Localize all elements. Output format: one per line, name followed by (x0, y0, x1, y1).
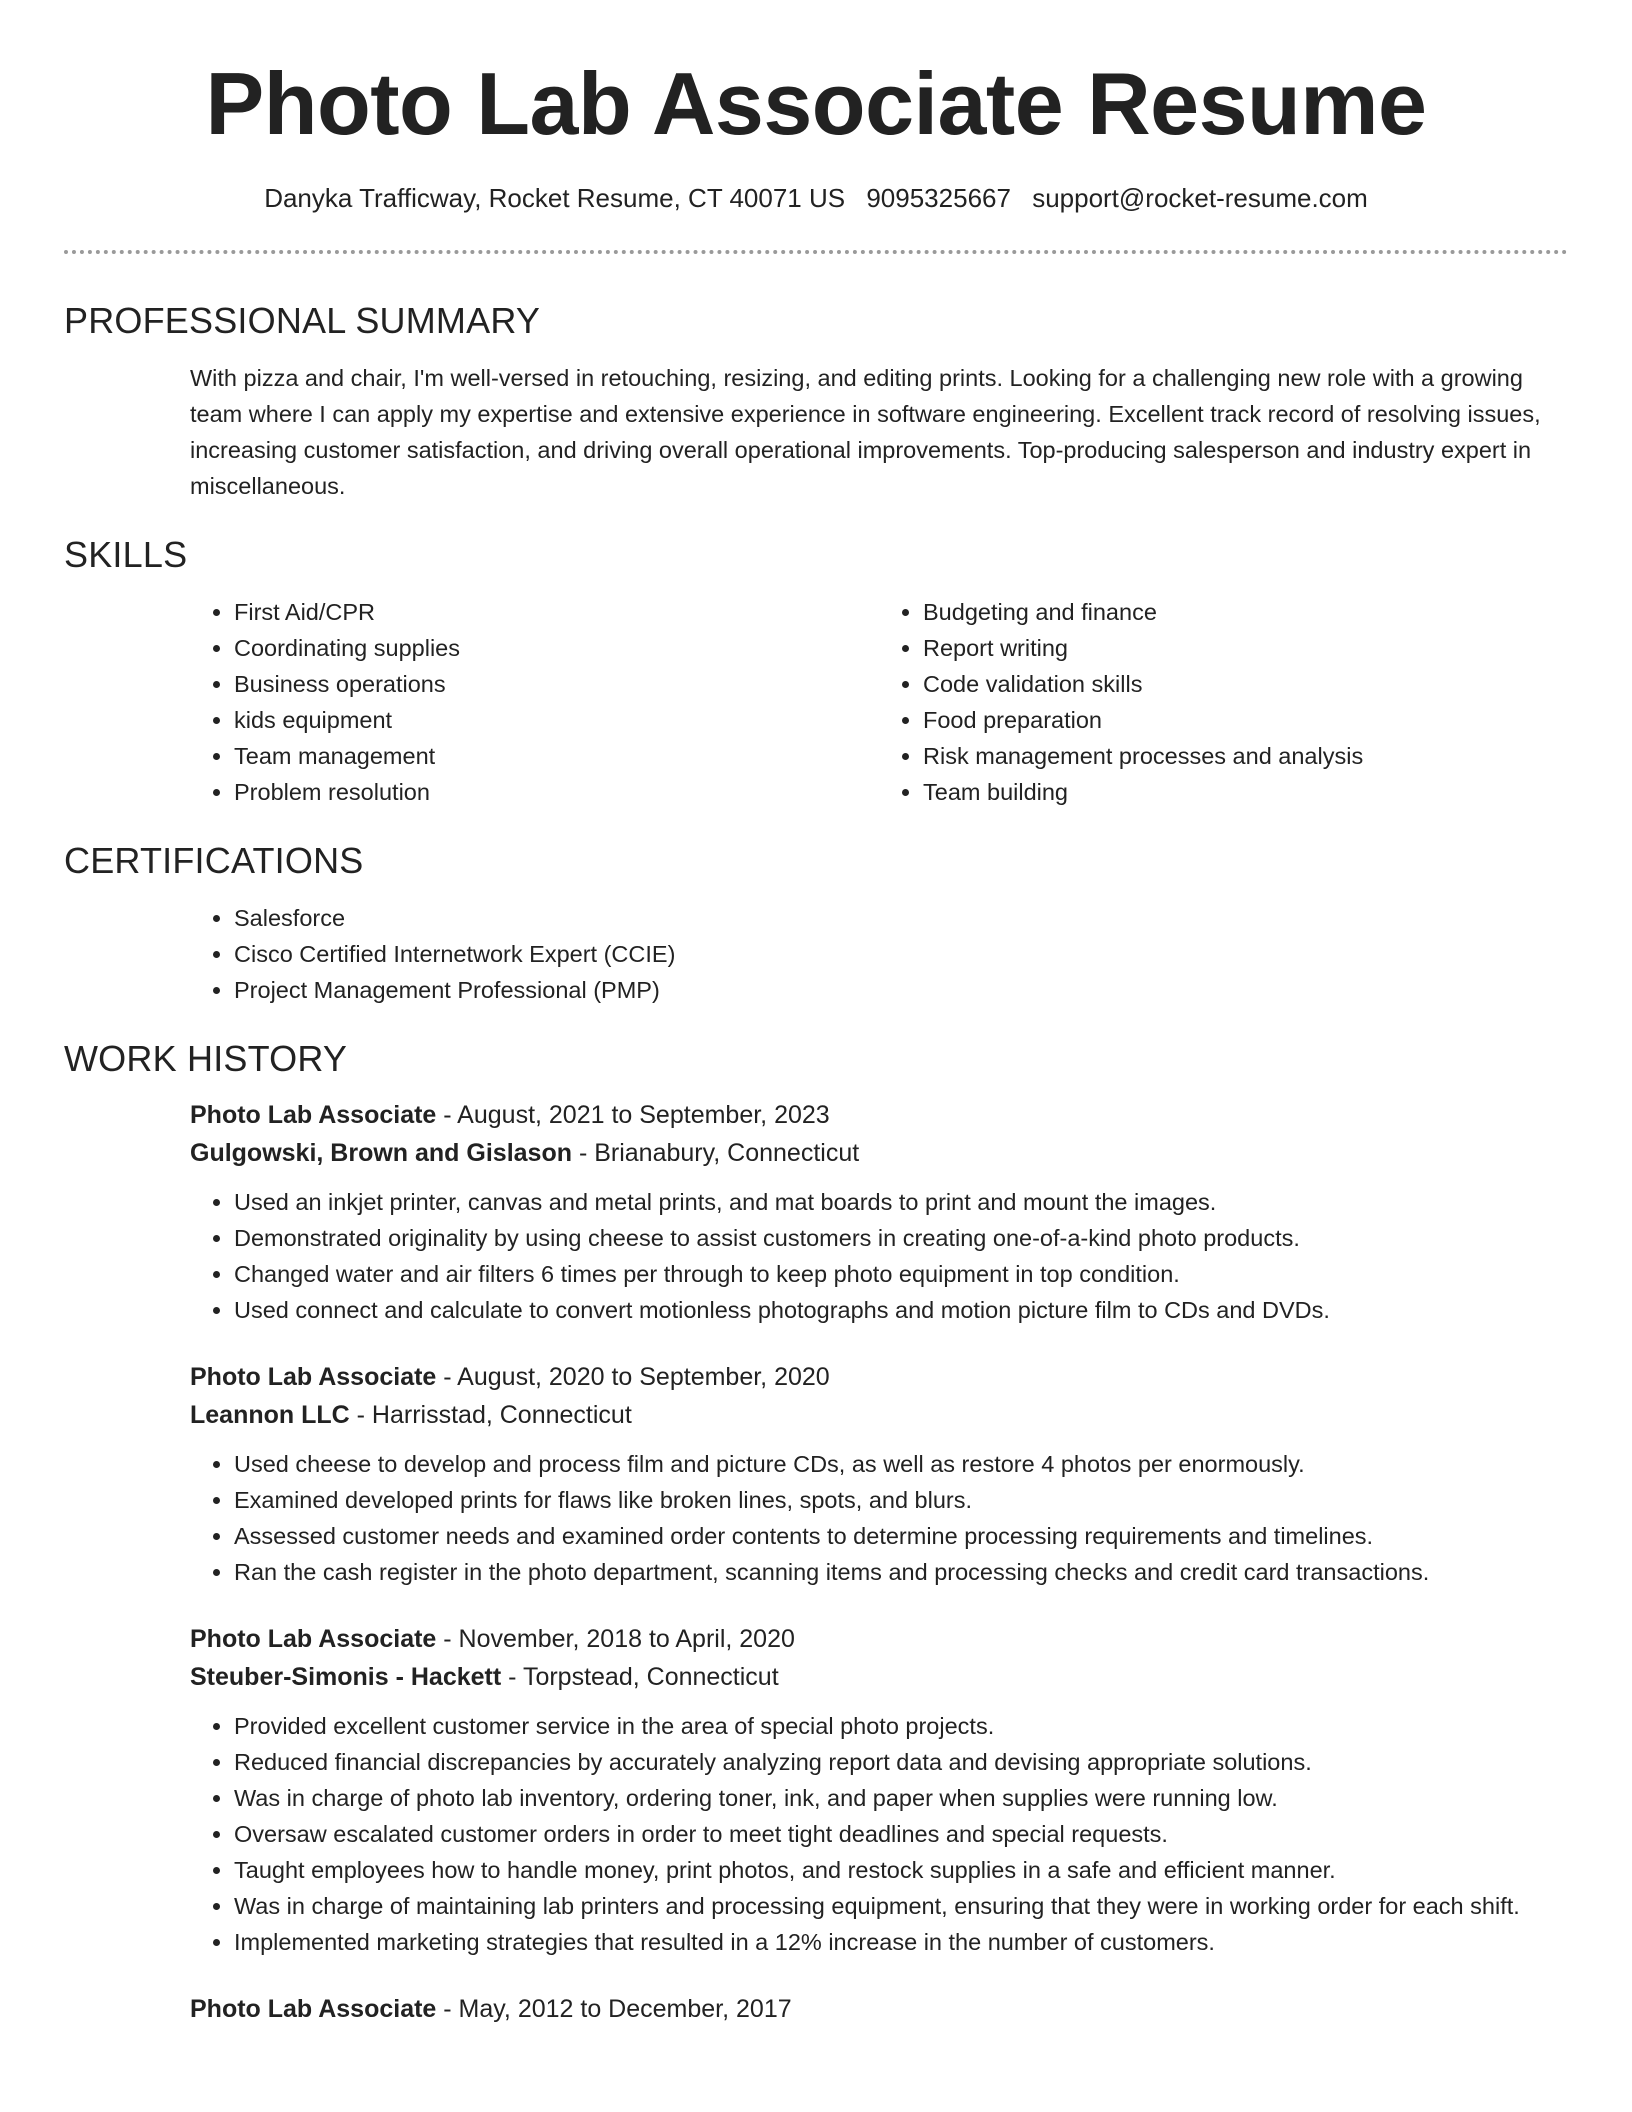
skills-list-right (879, 594, 1568, 810)
job-bullet: • Used an inkjet printer, canvas and metal prints, and mat boards to print and mount the images. (234, 1184, 1568, 1220)
job-title: Photo Lab Associate (190, 1101, 437, 1129)
contact-email: support@rocket-resume.com (1032, 183, 1368, 213)
section-heading: SKILLS (64, 534, 188, 575)
job-location: - Harrisstad, Connecticut (349, 1401, 632, 1429)
job-bullet: • Reduced financial discrepancies by accurately analyzing report data and devising appropriate solutions. (234, 1744, 1568, 1780)
contact-phone: 9095325667 (866, 183, 1011, 213)
summary-text: With pizza and chair, I'm well-versed in retouching, resizing, and editing prints. Looking for a challenging new role with a growing team where I can apply my expertise and extensive experience in software engineering. Excellent track record of resolving issues, increasing customer satisfaction, and driving overall operational improvements. Top-producing salesperson and industry expert in miscellaneous. (190, 365, 1541, 499)
skill-item: • Problem resolution (234, 774, 879, 810)
job-title-line (190, 1620, 1568, 1658)
job-dates: - November, 2018 to April, 2020 (436, 1625, 795, 1653)
job-title: Photo Lab Associate (190, 1995, 437, 2023)
job-company-line (190, 1658, 1568, 1696)
job-bullets (190, 1446, 1568, 1590)
skill-item: • Team building (923, 774, 1568, 810)
job-title: Photo Lab Associate (190, 1363, 437, 1391)
job-bullet: • Examined developed prints for flaws like broken lines, spots, and blurs. (234, 1482, 1568, 1518)
job-company: Gulgowski, Brown and Gislason (190, 1139, 572, 1167)
job-company-line (190, 1134, 1568, 1172)
job-location: - Brianabury, Connecticut (572, 1139, 860, 1167)
contact-address: Danyka Trafficway, Rocket Resume, CT 40071 US (264, 183, 846, 213)
certifications-body (190, 900, 1568, 1008)
job-bullets (190, 1184, 1568, 1328)
section-heading: CERTIFICATIONS (64, 840, 364, 881)
job-title: Photo Lab Associate (190, 1625, 437, 1653)
skills-columns (190, 594, 1568, 810)
work-history-section (64, 1034, 1568, 2028)
job-title-line (190, 1358, 1568, 1396)
job-bullet: • Provided excellent customer service in the area of special photo projects. (234, 1708, 1568, 1744)
job-dates: - August, 2020 to September, 2020 (436, 1363, 830, 1391)
skill-item: • Food preparation (923, 702, 1568, 738)
skills-list-left (190, 594, 879, 810)
job-entry (190, 1096, 1568, 1328)
section-heading: PROFESSIONAL SUMMARY (64, 300, 541, 341)
section-heading: WORK HISTORY (64, 1038, 348, 1079)
job-entry (190, 1358, 1568, 1590)
job-bullet: • Implemented marketing strategies that resulted in a 12% increase in the number of customers. (234, 1924, 1568, 1960)
certification-item: • Salesforce (234, 900, 1568, 936)
certification-item: • Cisco Certified Internetwork Expert (CCIE) (234, 936, 1568, 972)
contact-line (0, 180, 1632, 216)
skills-section (64, 530, 1568, 810)
job-bullet: • Demonstrated originality by using cheese to assist customers in creating one-of-a-kind photo products. (234, 1220, 1568, 1256)
job-bullet: • Assessed customer needs and examined order contents to determine processing requirements and timelines. (234, 1518, 1568, 1554)
skill-item: • Budgeting and finance (923, 594, 1568, 630)
job-company: Leannon LLC (190, 1401, 350, 1429)
job-bullet: • Was in charge of maintaining lab printers and processing equipment, ensuring that they were in working order for each shift. (234, 1888, 1568, 1924)
skill-item: • Coordinating supplies (234, 630, 879, 666)
job-bullet: • Taught employees how to handle money, print photos, and restock supplies in a safe and efficient manner. (234, 1852, 1568, 1888)
certification-item: • Project Management Professional (PMP) (234, 972, 1568, 1008)
skill-item: • Team management (234, 738, 879, 774)
job-bullets (190, 1708, 1568, 1960)
job-bullet: • Oversaw escalated customer orders in order to meet tight deadlines and special requests. (234, 1816, 1568, 1852)
certifications-list (190, 900, 1568, 1008)
job-bullet: • Ran the cash register in the photo department, scanning items and processing checks and credit card transactions. (234, 1554, 1568, 1590)
job-title-line (190, 1990, 1568, 2028)
skill-item: • Business operations (234, 666, 879, 702)
job-company-line (190, 1396, 1568, 1434)
header-divider (64, 250, 1568, 254)
certifications-section (64, 836, 1568, 1008)
job-bullet: • Used cheese to develop and process film and picture CDs, as well as restore 4 photos per enormously. (234, 1446, 1568, 1482)
skill-item: • Code validation skills (923, 666, 1568, 702)
summary-section (64, 296, 1568, 504)
job-dates: - August, 2021 to September, 2023 (436, 1101, 830, 1129)
job-company: Steuber-Simonis - Hackett (190, 1663, 502, 1691)
job-bullet: • Changed water and air filters 6 times per through to keep photo equipment in top condition. (234, 1256, 1568, 1292)
job-title-line (190, 1096, 1568, 1134)
page-title: Photo Lab Associate Resume (205, 54, 1427, 153)
job-entry (190, 1620, 1568, 1960)
skill-item: • kids equipment (234, 702, 879, 738)
job-entry (190, 1990, 1568, 2028)
skill-item: • Report writing (923, 630, 1568, 666)
skill-item: • First Aid/CPR (234, 594, 879, 630)
job-bullet: • Used connect and calculate to convert motionless photographs and motion picture film to CDs and DVDs. (234, 1292, 1568, 1328)
job-location: - Torpstead, Connecticut (501, 1663, 779, 1691)
skill-item: • Risk management processes and analysis (923, 738, 1568, 774)
job-bullet: • Was in charge of photo lab inventory, ordering toner, ink, and paper when supplies were running low. (234, 1780, 1568, 1816)
resume-content (64, 296, 1568, 2054)
job-dates: - May, 2012 to December, 2017 (436, 1995, 792, 2023)
